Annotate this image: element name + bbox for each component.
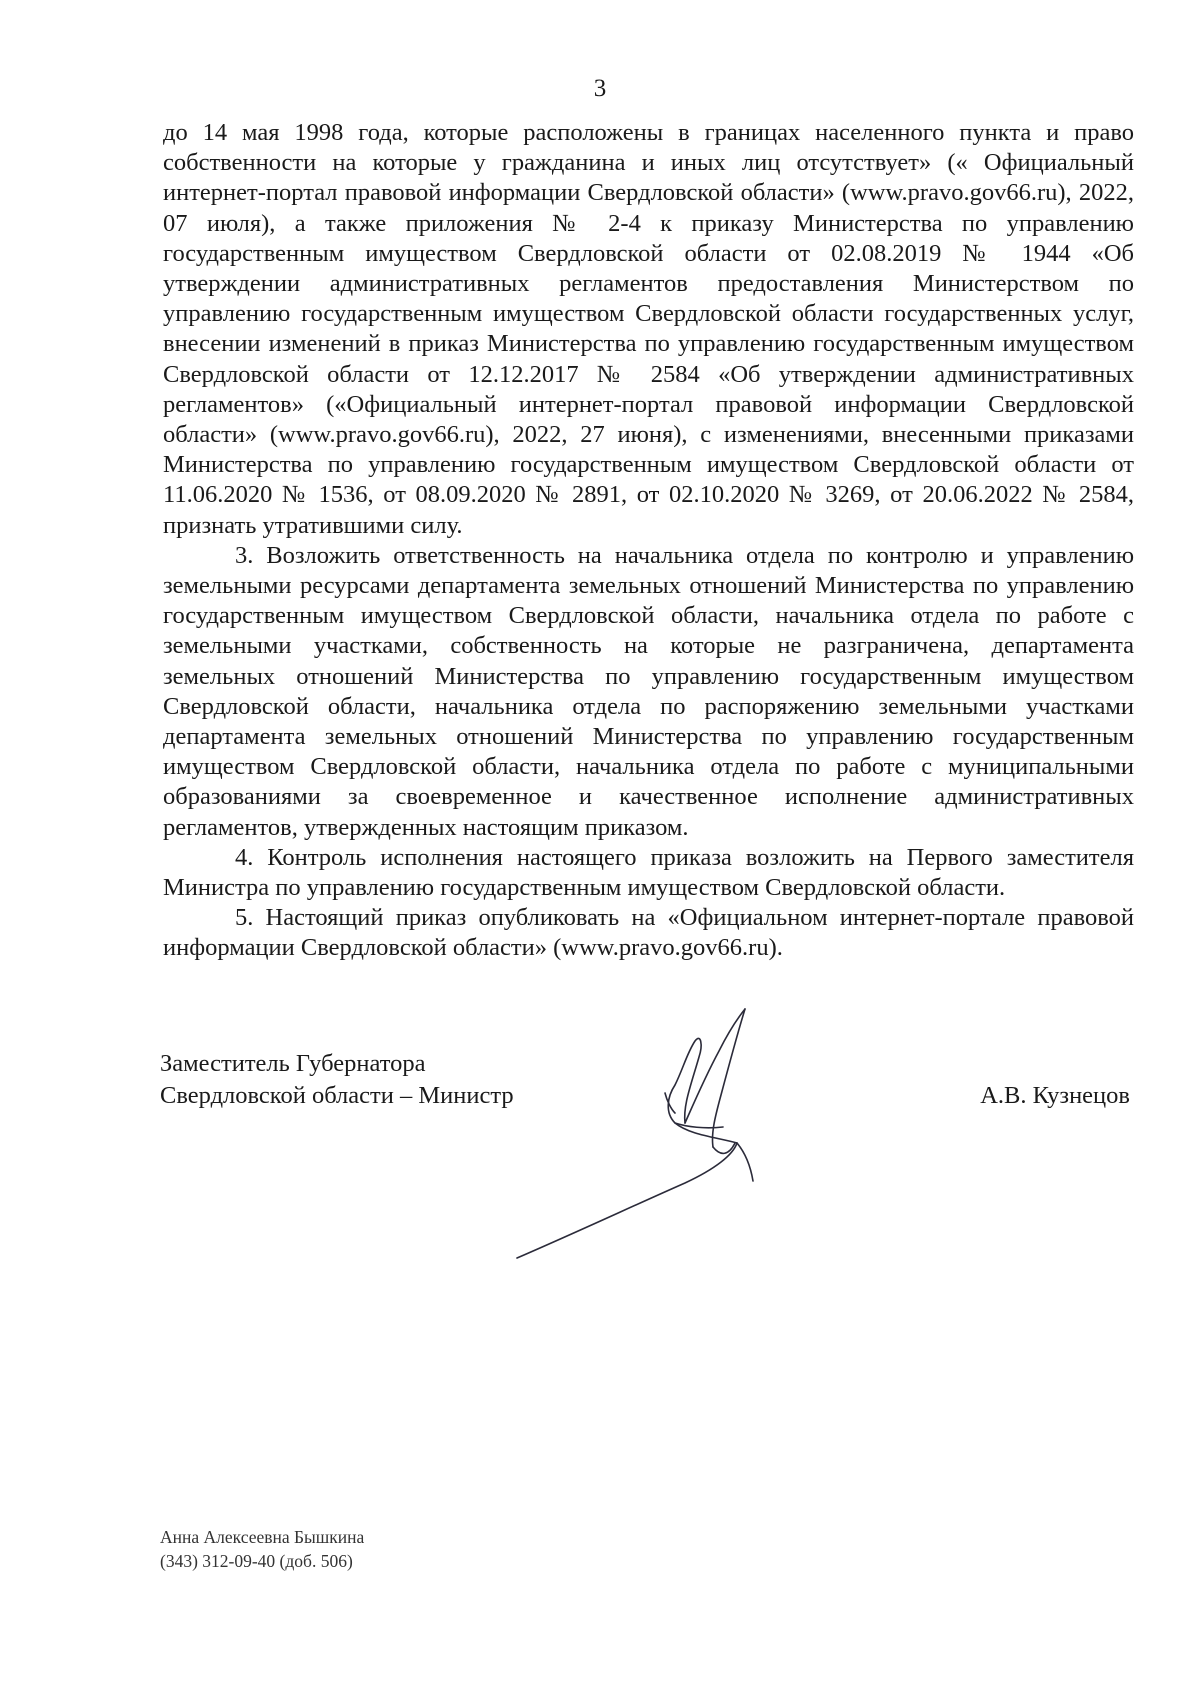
- signatory-position-line-1: Заместитель Губернатора: [160, 1050, 426, 1077]
- executor-contact: [160, 1525, 364, 1573]
- document-body: [163, 118, 1134, 964]
- signatory-position-line-2: Свердловской области – Министр: [160, 1082, 514, 1109]
- page-number: 3: [593, 75, 607, 102]
- paragraph-item-5: 5. Настоящий приказ опубликовать на «Официальном интернет-портале правовой информации Свердловской области» (www.pravo.gov66.ru).: [163, 904, 1134, 962]
- paragraph-item-3: 3. Возложить ответственность на начальника отдела по контролю и управлению земельными ресурсами департамента земельных отношений Министерства по управлению государственным имуществом Свердловской области, начальника отдела по работе с земельными участками, собственность на которые не разграничена, департамента земельных отношений Министерства по управлению государственным имуществом Свердловской области, начальника отдела по распоряжению земельными участками департамента земельных отношений Министерства по управлению государственным имуществом Свердловской области, начальника отдела по работе с муниципальными образованиями за своевременное и качественное исполнение административных регламентов, утвержденных настоящим приказом.: [163, 541, 1134, 841]
- paragraph-continuation: до 14 мая 1998 года, которые расположены в границах населенного пункта и право собственности на которые у гражданина и иных лиц отсутствует» (« Официальный интернет-портал правовой информации Свердловской области» (www.pravo.gov66.ru), 2022, 07 июля), а также приложения № 2-4 к приказу Министерства по управлению государственным имуществом Свердловской области от 02.08.2019 № 1944 «Об утверждении административных регламентов предоставления Министерством по управлению государственным имуществом Свердловской области государственных услуг, внесении изменений в приказ Министерства по управлению государственным имуществом Свердловской области от 12.12.2017 № 2584 «Об утверждении административных регламентов» («Официальный интернет-портал правовой информации Свердловской области» (www.pravo.gov66.ru), 2022, 27 июня), с изменениями, внесенными приказами Министерства по управлению государственным имуществом Свердловской области от 11.06.2020 № 1536, от 08.09.2020 № 2891, от 02.10.2020 № 3269, от 20.06.2022 № 2584, признать утратившими силу.: [163, 119, 1134, 539]
- handwritten-signature-icon: [515, 1005, 815, 1275]
- paragraph-item-4: 4. Контроль исполнения настоящего приказа возложить на Первого заместителя Министра по управлению государственным имуществом Свердловской области.: [163, 843, 1134, 902]
- executor-phone: (343) 312-09-40 (доб. 506): [160, 1551, 353, 1571]
- executor-name: Анна Алексеевна Бышкина: [160, 1527, 365, 1547]
- signatory-name: А.В. Кузнецов: [980, 1082, 1130, 1109]
